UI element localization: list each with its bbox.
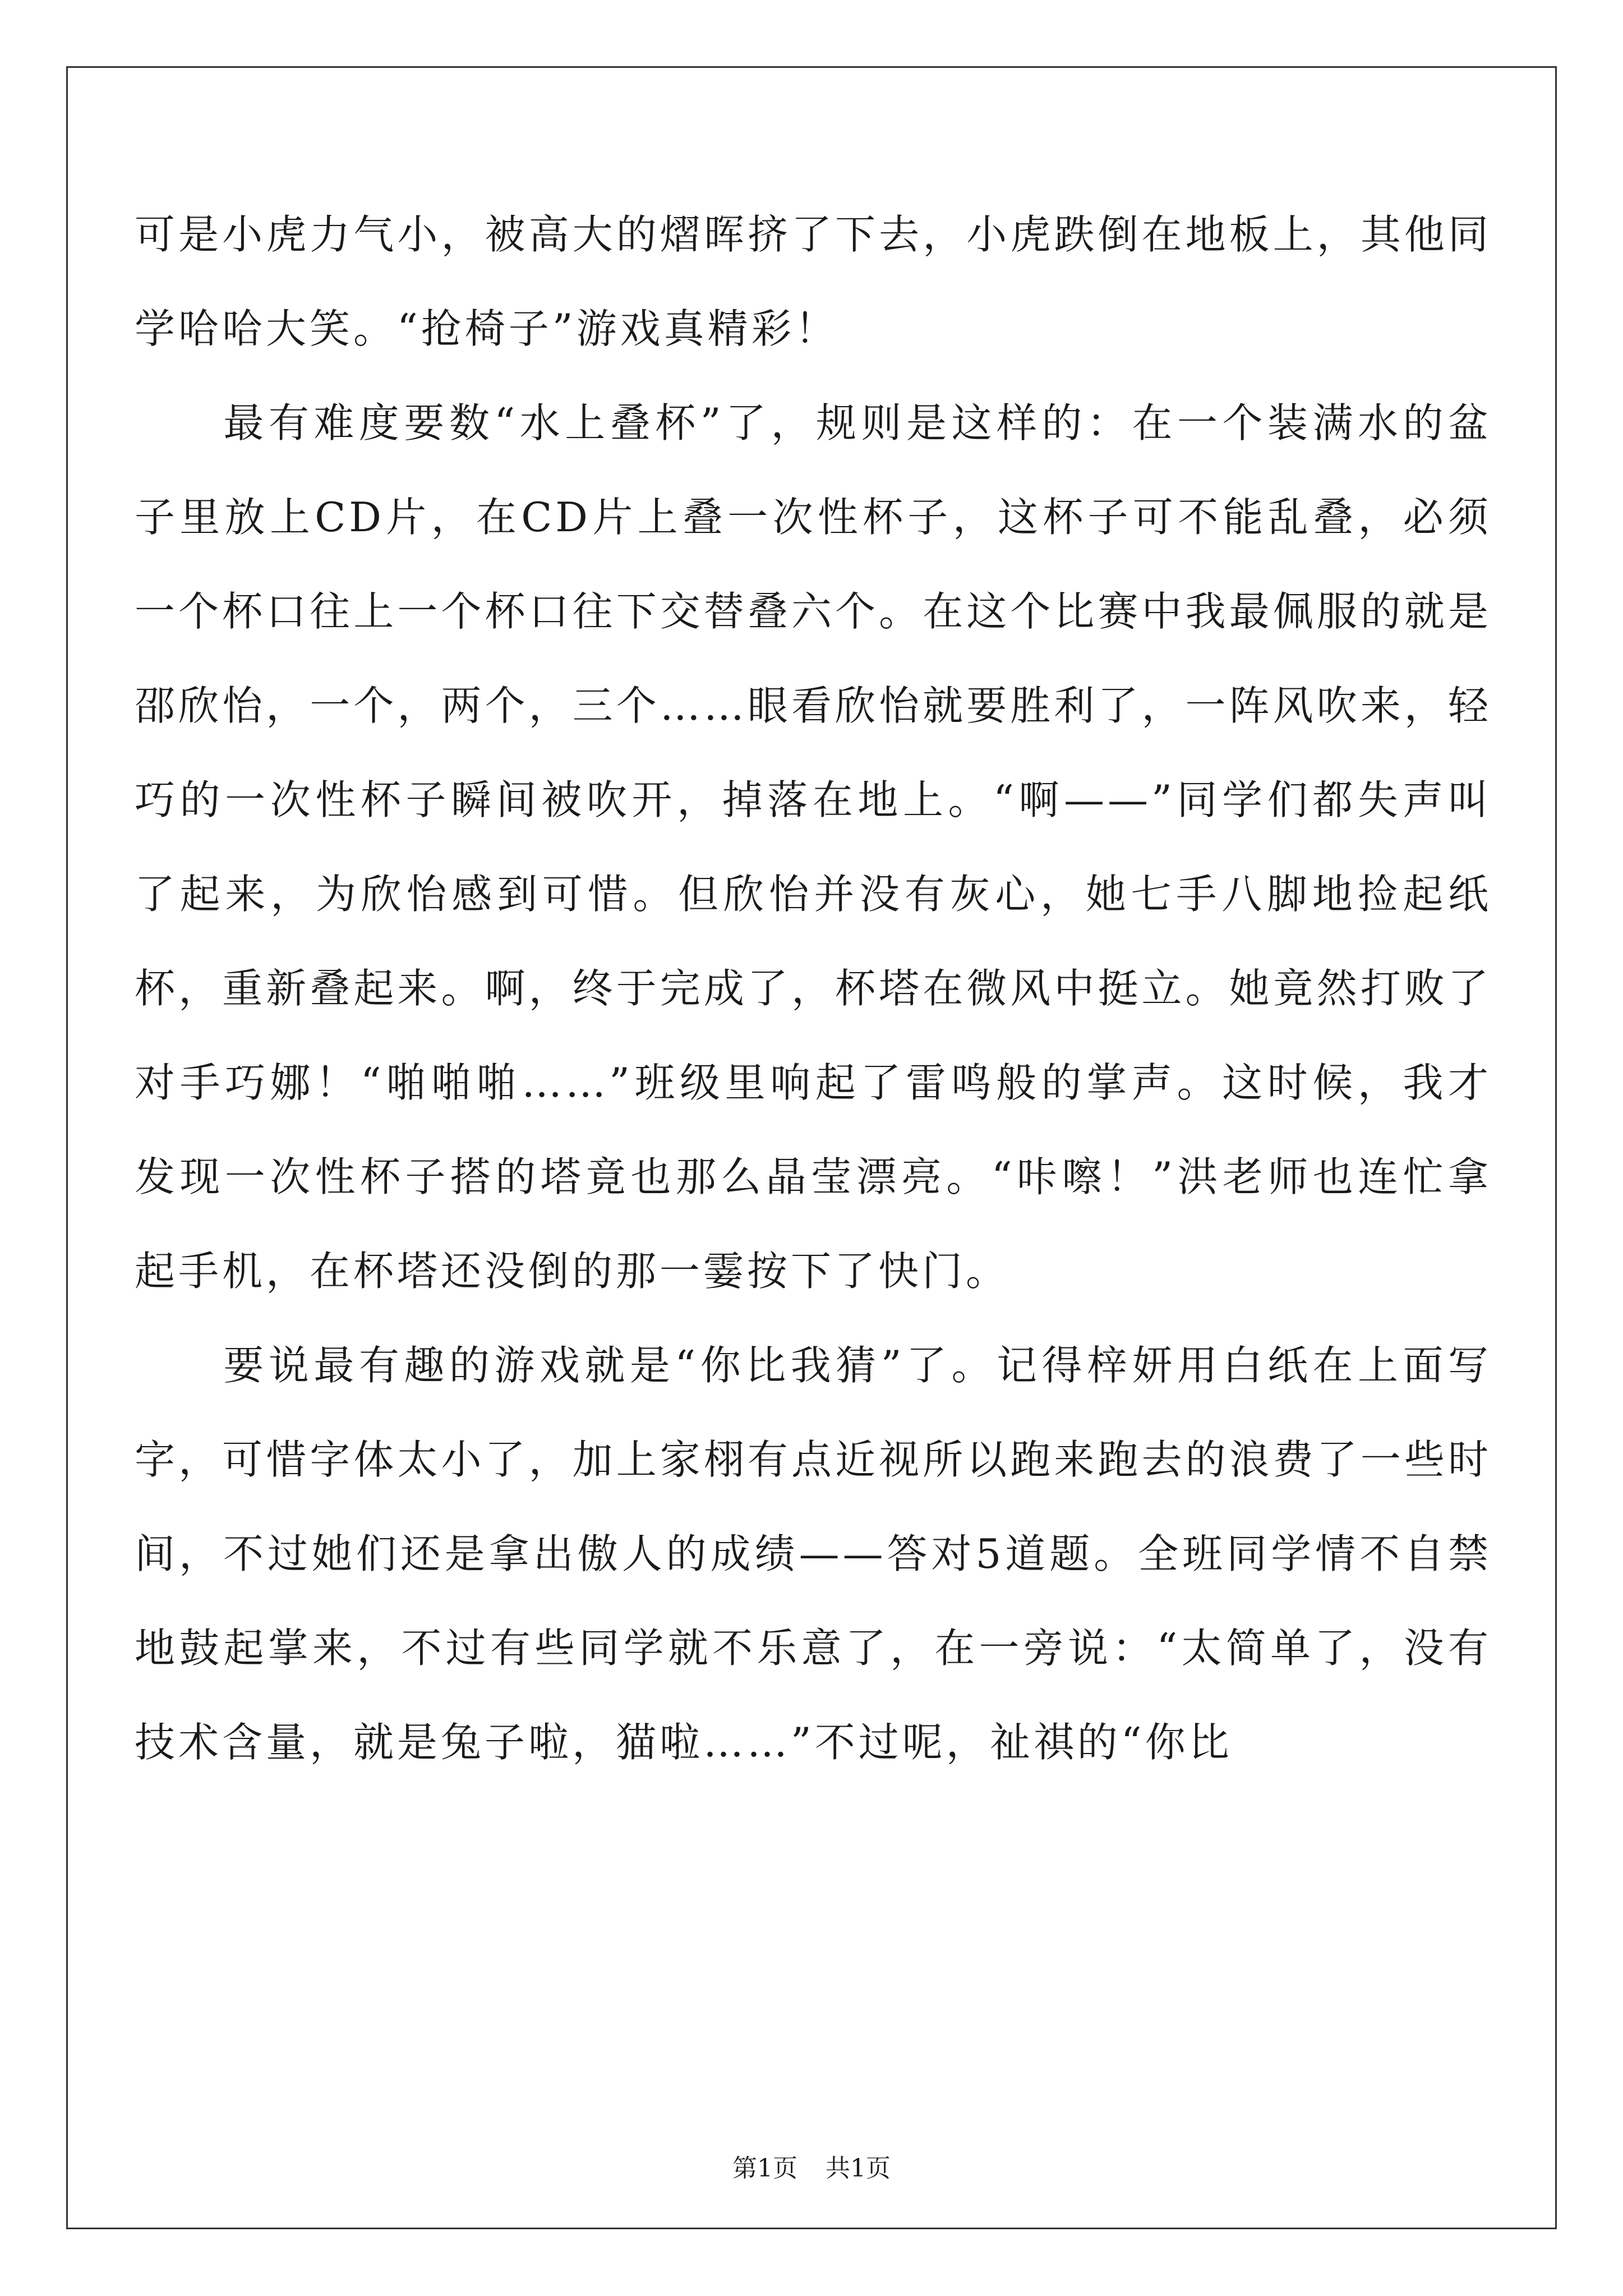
page-number: 第1页: [732, 2154, 797, 2183]
page-total: 共1页: [826, 2154, 891, 2183]
document-body: [135, 187, 1492, 1789]
page-footer: [0, 2153, 1623, 2184]
paragraph-2: 最有难度要数“水上叠杯”了，规则是这样的：在一个装满水的盆子里放上CD片，在CD片上叠一次性杯子，这杯子可不能乱叠，必须一个杯口往上一个杯口往下交替叠六个。在这个比赛中我最佩服的就是邵欣怡，一个，两个，三个……眼看欣怡就要胜利了，一阵风吹来，轻巧的一次性杯子瞬间被吹开，掉落在地上。“啊——”同学们都失声叫了起来，为欣怡感到可惜。但欣怡并没有灰心，她七手八脚地捡起纸杯，重新叠起来。啊，终于完成了，杯塔在微风中挺立。她竟然打败了对手巧娜！“啪啪啪……”班级里响起了雷鸣般的掌声。这时候，我才发现一次性杯子搭的塔竟也那么晶莹漂亮。“咔嚓！”洪老师也连忙拿起手机，在杯塔还没倒的那一霎按下了快门。: [135, 399, 1492, 1295]
paragraph-3: 要说最有趣的游戏就是“你比我猜”了。记得梓妍用白纸在上面写字，可惜字体太小了，加上家栩有点近视所以跑来跑去的浪费了一些时间，不过她们还是拿出傲人的成绩——答对5道题。全班同学情不自禁地鼓起掌来，不过有些同学就不乐意了，在一旁说：“太简单了，没有技术含量，就是兔子啦，猫啦……”不过呢，祉祺的“你比: [135, 1342, 1492, 1766]
paragraph-1: 可是小虎力气小，被高大的熠晖挤了下去，小虎跌倒在地板上，其他同学哈哈大笑。“抢椅子”游戏真精彩！: [135, 211, 1492, 352]
